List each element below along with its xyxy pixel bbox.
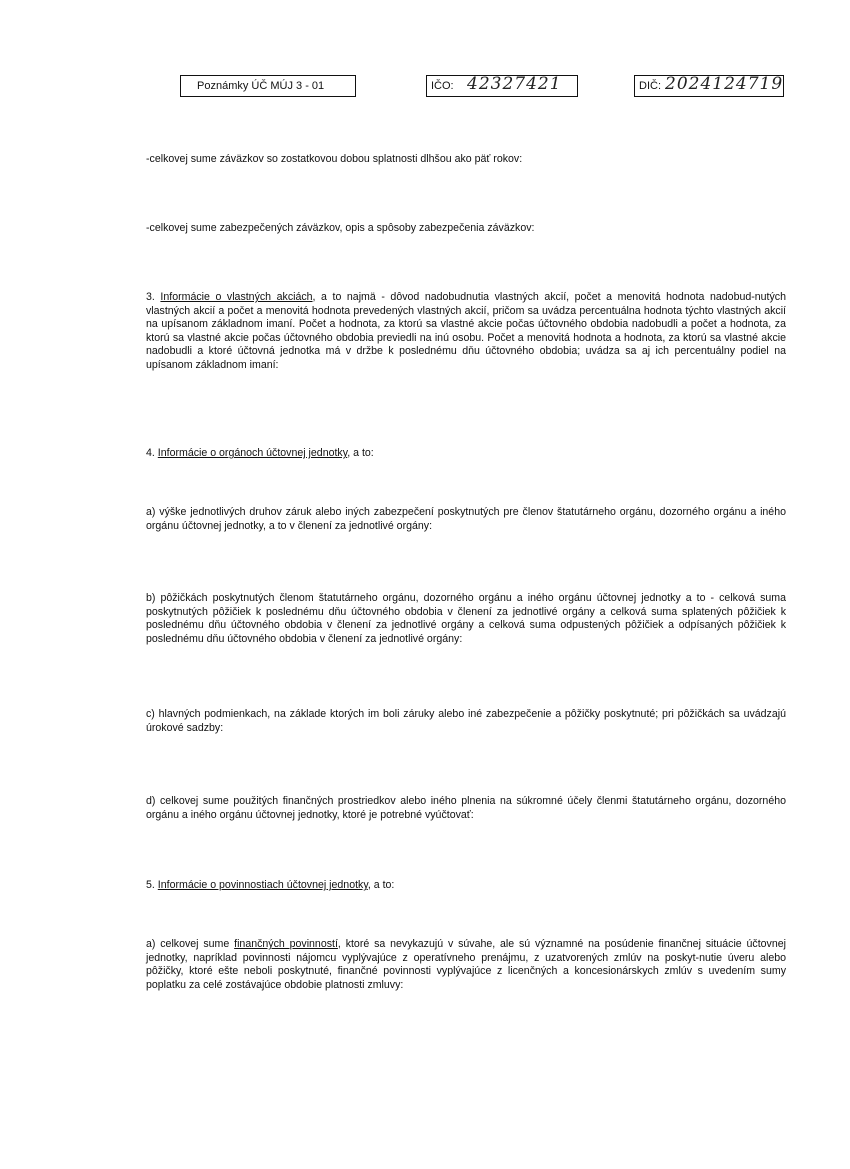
paragraph-5a-text: , ktoré sa nevykazujú v súvahe, ale sú významné na posúdenie finančnej situácie účtovnej jednotky, napríklad povinnosti nájomcu vyplývajúce z operatívneho prenájmu, z uzatvorených zmlúv na poskyt-nutie úveru alebo pôžičky, ktoré ešte neboli poskytnuté, finančné povinnosti vyplývajúce z licenčných a koncesionárskych zmlúv s uvedením sumy poplatku za celé zostávajúce obdobie platnosti zmluvy: xyxy=(146,938,786,991)
section-4-bodies xyxy=(146,447,786,461)
dic-box xyxy=(634,75,784,97)
section-5-number: 5. xyxy=(146,879,155,891)
ico-handwritten-value: 42327421 xyxy=(467,74,562,94)
section-5-obligations xyxy=(146,879,786,893)
section-3-number: 3. xyxy=(146,291,155,303)
section-4-text: , a to: xyxy=(347,447,374,459)
dic-label: DIČ: xyxy=(639,80,661,92)
section-4-number: 4. xyxy=(146,447,155,459)
section-5-text: , a to: xyxy=(367,879,395,891)
paragraph-long-term-liabilities: -celkovej sume záväzkov so zostatkovou dobou splatnosti dlhšou ako päť rokov: xyxy=(146,153,523,165)
form-notes-box xyxy=(180,75,356,97)
paragraph-4c-conditions: c) hlavných podmienkach, na základe ktorých im boli záruky alebo iné zabezpečenie a pôžičky poskytnuté; pri pôžičkách sa uvádzajú úrokové sadzby: xyxy=(146,708,786,734)
paragraph-secured-liabilities: -celkovej sume zabezpečených záväzkov, opis a spôsoby zabezpečenia záväzkov: xyxy=(146,222,535,234)
paragraph-4a-guarantees: a) výške jednotlivých druhov záruk alebo iných zabezpečení poskytnutých pre členov štatutárneho orgánu, dozorného orgánu a iného orgánu účtovnej jednotky, a to v členení za jednotlivé orgány: xyxy=(146,506,786,532)
ico-box xyxy=(426,75,578,97)
section-3-text: , a to najmä - dôvod nadobudnutia vlastných akcií, počet a menovitá hodnota nadobud-nutých vlastných akcií a počet a menovitá hodnota prevedených vlastných akcií, pričom sa uvádza percentuálna hodnota týchto vlastných akcií na upísanom základnom imaní. Počet a hodnota, za ktorú sa vlastné akcie počas účtovného obdobia nadobudli a počet a hodnota, za ktorú sa vlastné akcie počas účtovného obdobia previedli na inú osobu. Počet a menovitá hodnota a hodnota, za ktorú sa vlastné akcie nadobudli a ktoré účtovná jednotka má v držbe k poslednému dňu účtovného obdobia; uvádza sa aj ich percentuálny podiel na upísanom základnom imaní: xyxy=(146,291,786,371)
paragraph-5a-prefix: a) celkovej sume xyxy=(146,938,235,950)
form-notes-label: Poznámky ÚČ MÚJ 3 - 01 xyxy=(197,80,325,92)
paragraph-5a-financial-obligations xyxy=(146,938,786,992)
ico-label: IČO: xyxy=(431,80,454,92)
dic-handwritten-value: 2024124719 xyxy=(665,74,784,94)
section-3-title: Informácie o vlastných akciách xyxy=(160,291,313,303)
section-5-title: Informácie o povinnostiach účtovnej jednotky xyxy=(157,879,368,891)
section-3-own-shares xyxy=(146,291,786,373)
paragraph-5a-underlined: finančných povinností xyxy=(234,938,338,950)
paragraph-4b-loans: b) pôžičkách poskytnutých členom štatutárneho orgánu, dozorného orgánu a iného orgánu účtovnej jednotky a to - celková suma poskytnutých pôžičiek k poslednému dňu účtovného obdobia v členení za jednotlivé orgány a celková suma splatených pôžičiek k poslednému dňu účtovného obdobia v členení za jednotlivé orgány a celková suma odpustených pôžičiek a odpísaných pôžičiek k poslednému dňu účtovného obdobia v členení za jednotlivé orgány: xyxy=(146,592,786,645)
paragraph-4d-funds: d) celkovej sume použitých finančných prostriedkov alebo iného plnenia na súkromné účely členmi štatutárneho orgánu, dozorného orgánu a iného orgánu účtovnej jednotky, ktoré je potrebné vyúčtovať: xyxy=(146,795,786,821)
section-4-title: Informácie o orgánoch účtovnej jednotky xyxy=(157,447,348,459)
